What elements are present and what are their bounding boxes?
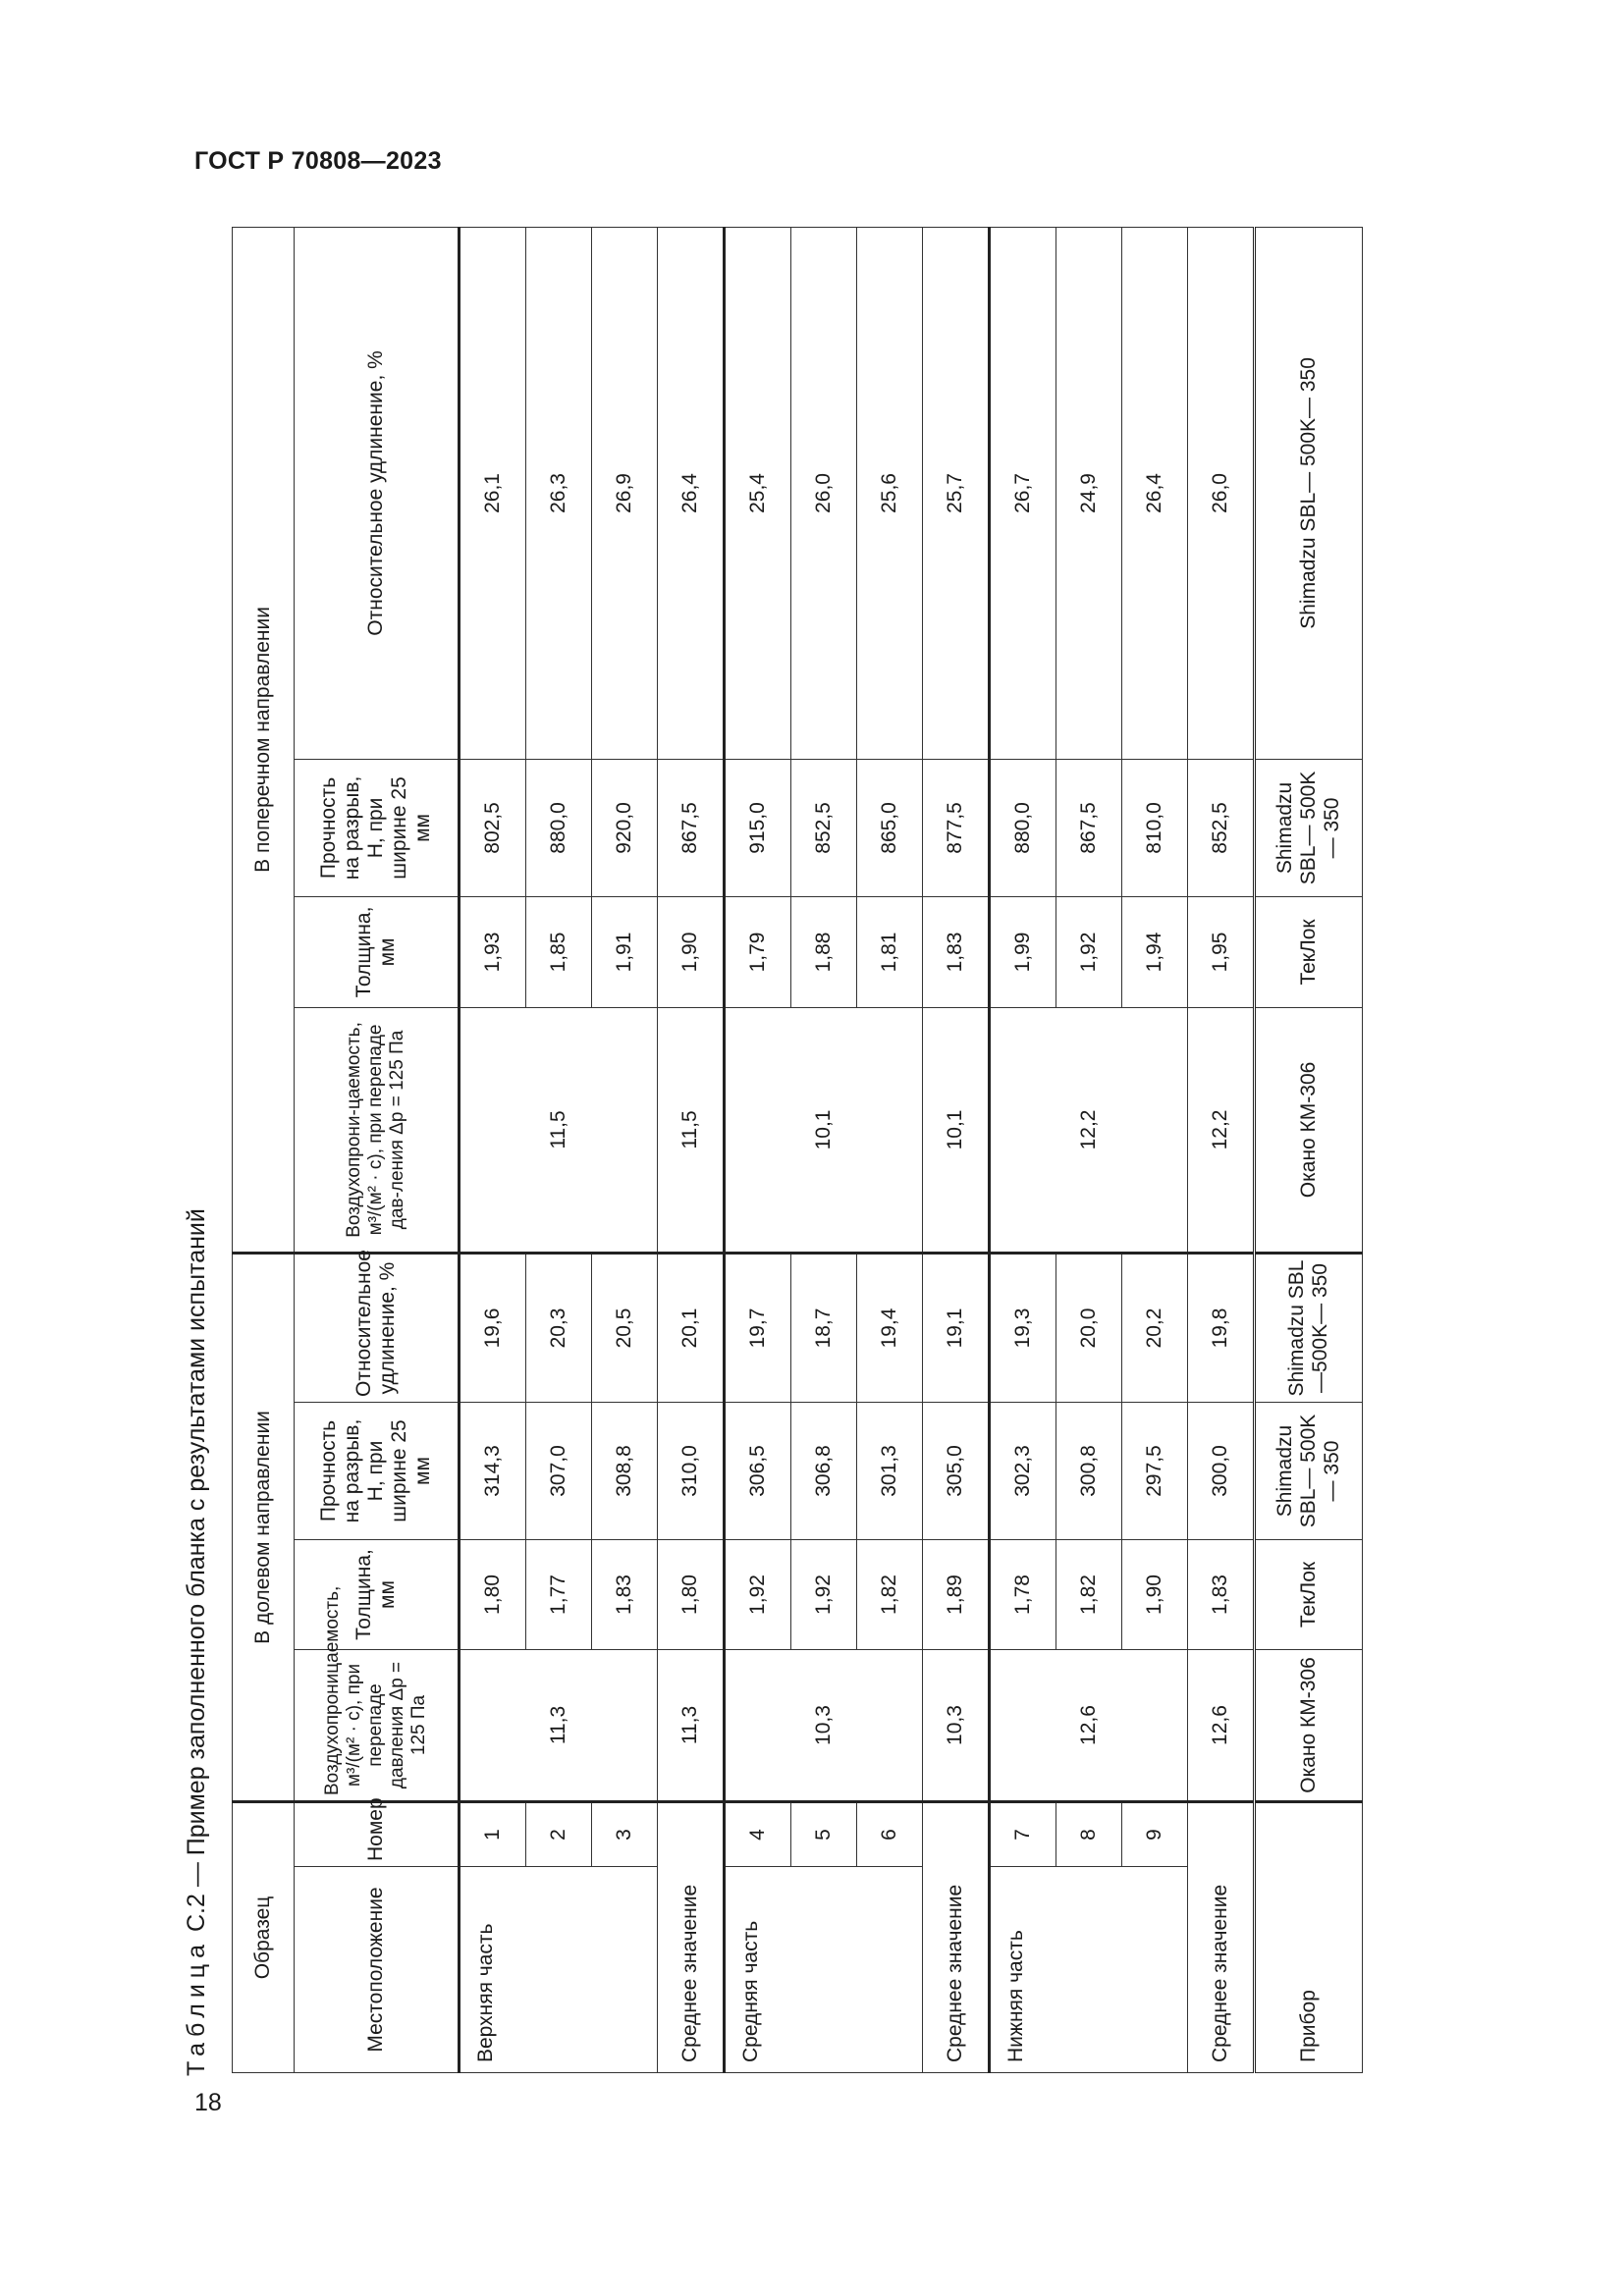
device-strength-trans-cell: Shimadzu SBL— 500K— 350 bbox=[1255, 759, 1363, 896]
header-air-trans: Воздухопрони-цаемость, м³/(м² · с), при перепаде дав-ления Δp = 125 Па bbox=[295, 1007, 460, 1253]
location-cell: Средняя часть bbox=[725, 1867, 923, 2073]
elongation-trans-cell: 26,4 bbox=[1122, 227, 1188, 759]
table-caption bbox=[183, 1208, 211, 2076]
mean-thickness-trans-cell: 1,83 bbox=[923, 896, 990, 1007]
thickness-long-cell: 1,83 bbox=[592, 1540, 658, 1650]
header-location: Местоположение bbox=[295, 1867, 460, 2073]
air-long-cell: 12,6 bbox=[990, 1650, 1188, 1802]
mean-strength-trans-cell: 867,5 bbox=[658, 759, 725, 896]
header-row-2 bbox=[295, 227, 460, 2072]
mean-row bbox=[658, 227, 725, 2072]
elongation-trans-cell: 25,4 bbox=[725, 227, 791, 759]
thickness-long-cell: 1,92 bbox=[725, 1540, 791, 1650]
mean-elongation-trans-cell: 25,7 bbox=[923, 227, 990, 759]
number-cell: 5 bbox=[791, 1802, 857, 1867]
strength-long-cell: 300,8 bbox=[1056, 1403, 1122, 1540]
thickness-trans-cell: 1,79 bbox=[725, 896, 791, 1007]
mean-row bbox=[1188, 227, 1255, 2072]
thickness-long-cell: 1,78 bbox=[990, 1540, 1056, 1650]
elongation-trans-cell: 26,9 bbox=[592, 227, 658, 759]
device-strength-long-cell: Shimadzu SBL— 500K— 350 bbox=[1255, 1403, 1363, 1540]
mean-thickness-long-cell: 1,83 bbox=[1188, 1540, 1255, 1650]
elongation-trans-cell: 26,1 bbox=[460, 227, 526, 759]
device-air-trans-cell: Окано КМ-306 bbox=[1255, 1007, 1363, 1253]
mean-elongation-long-cell: 19,8 bbox=[1188, 1253, 1255, 1402]
mean-strength-trans-cell: 852,5 bbox=[1188, 759, 1255, 896]
device-thickness-long-cell: ТекЛок bbox=[1255, 1540, 1363, 1650]
elongation-long-cell: 19,4 bbox=[857, 1253, 923, 1402]
caption-text: С.2 — Пример заполненного бланка с результатами испытаний bbox=[183, 1208, 210, 1939]
header-air-long: Воздухопроницаемость, м³/(м² · с), при перепаде давления Δp = 125 Па bbox=[295, 1650, 460, 1802]
strength-long-cell: 306,8 bbox=[791, 1403, 857, 1540]
device-elongation-long-cell: Shimadzu SBL —500K— 350 bbox=[1255, 1253, 1363, 1402]
thickness-long-cell: 1,90 bbox=[1122, 1540, 1188, 1650]
mean-thickness-long-cell: 1,80 bbox=[658, 1540, 725, 1650]
elongation-long-cell: 18,7 bbox=[791, 1253, 857, 1402]
mean-elongation-long-cell: 19,1 bbox=[923, 1253, 990, 1402]
mean-air-trans-cell: 12,2 bbox=[1188, 1007, 1255, 1253]
strength-long-cell: 297,5 bbox=[1122, 1403, 1188, 1540]
mean-air-long-cell: 10,3 bbox=[923, 1650, 990, 1802]
thickness-long-cell: 1,77 bbox=[526, 1540, 592, 1650]
mean-label-cell: Среднее значение bbox=[1188, 1802, 1255, 2073]
header-row-1 bbox=[233, 227, 295, 2072]
number-cell: 1 bbox=[460, 1802, 526, 1867]
elongation-long-cell: 20,5 bbox=[592, 1253, 658, 1402]
table-row bbox=[460, 227, 526, 2072]
thickness-trans-cell: 1,92 bbox=[1056, 896, 1122, 1007]
location-cell: Нижняя часть bbox=[990, 1867, 1188, 2073]
mean-air-long-cell: 11,3 bbox=[658, 1650, 725, 1802]
mean-thickness-trans-cell: 1,95 bbox=[1188, 896, 1255, 1007]
header-number: Номер bbox=[295, 1802, 460, 1867]
mean-strength-trans-cell: 877,5 bbox=[923, 759, 990, 896]
strength-trans-cell: 880,0 bbox=[990, 759, 1056, 896]
mean-row bbox=[923, 227, 990, 2072]
device-thickness-trans-cell: ТекЛок bbox=[1255, 896, 1363, 1007]
mean-elongation-trans-cell: 26,4 bbox=[658, 227, 725, 759]
air-trans-cell: 10,1 bbox=[725, 1007, 923, 1253]
mean-elongation-trans-cell: 26,0 bbox=[1188, 227, 1255, 759]
rotated-table-container bbox=[232, 228, 1356, 2073]
strength-long-cell: 307,0 bbox=[526, 1403, 592, 1540]
air-trans-cell: 12,2 bbox=[990, 1007, 1188, 1253]
strength-trans-cell: 802,5 bbox=[460, 759, 526, 896]
thickness-trans-cell: 1,88 bbox=[791, 896, 857, 1007]
device-elongation-trans-cell: Shimadzu SBL— 500K— 350 bbox=[1255, 227, 1363, 759]
header-thickness-trans: Толщина, мм bbox=[295, 896, 460, 1007]
number-cell: 6 bbox=[857, 1802, 923, 1867]
thickness-trans-cell: 1,94 bbox=[1122, 896, 1188, 1007]
thickness-long-cell: 1,92 bbox=[791, 1540, 857, 1650]
strength-trans-cell: 920,0 bbox=[592, 759, 658, 896]
strength-trans-cell: 865,0 bbox=[857, 759, 923, 896]
strength-long-cell: 308,8 bbox=[592, 1403, 658, 1540]
mean-air-trans-cell: 10,1 bbox=[923, 1007, 990, 1253]
elongation-trans-cell: 25,6 bbox=[857, 227, 923, 759]
thickness-trans-cell: 1,99 bbox=[990, 896, 1056, 1007]
thickness-trans-cell: 1,93 bbox=[460, 896, 526, 1007]
elongation-long-cell: 19,3 bbox=[990, 1253, 1056, 1402]
strength-trans-cell: 852,5 bbox=[791, 759, 857, 896]
strength-long-cell: 302,3 bbox=[990, 1403, 1056, 1540]
elongation-long-cell: 19,7 bbox=[725, 1253, 791, 1402]
mean-strength-long-cell: 300,0 bbox=[1188, 1403, 1255, 1540]
header-elongation-trans: Относительное удлинение, % bbox=[295, 227, 460, 759]
document-header: ГОСТ Р 70808—2023 bbox=[194, 147, 442, 175]
elongation-long-cell: 20,2 bbox=[1122, 1253, 1188, 1402]
thickness-trans-cell: 1,91 bbox=[592, 896, 658, 1007]
number-cell: 3 bbox=[592, 1802, 658, 1867]
location-cell: Верхняя часть bbox=[460, 1867, 658, 2073]
mean-air-long-cell: 12,6 bbox=[1188, 1650, 1255, 1802]
strength-long-cell: 306,5 bbox=[725, 1403, 791, 1540]
number-cell: 8 bbox=[1056, 1802, 1122, 1867]
table-row bbox=[725, 227, 791, 2072]
number-cell: 2 bbox=[526, 1802, 592, 1867]
results-table bbox=[232, 227, 1363, 2073]
header-strength-trans: Прочность на разрыв, Н, при ширине 25 мм bbox=[295, 759, 460, 896]
mean-strength-long-cell: 305,0 bbox=[923, 1403, 990, 1540]
elongation-long-cell: 19,6 bbox=[460, 1253, 526, 1402]
elongation-trans-cell: 26,0 bbox=[791, 227, 857, 759]
thickness-long-cell: 1,80 bbox=[460, 1540, 526, 1650]
thickness-long-cell: 1,82 bbox=[857, 1540, 923, 1650]
page-number: 18 bbox=[194, 2089, 222, 2116]
table-head bbox=[233, 227, 460, 2072]
table-row bbox=[990, 227, 1056, 2072]
elongation-trans-cell: 24,9 bbox=[1056, 227, 1122, 759]
mean-thickness-long-cell: 1,89 bbox=[923, 1540, 990, 1650]
air-long-cell: 11,3 bbox=[460, 1650, 658, 1802]
header-strength-long: Прочность на разрыв, Н, при ширине 25 мм bbox=[295, 1403, 460, 1540]
caption-label: Таблица bbox=[183, 1938, 210, 2076]
elongation-trans-cell: 26,3 bbox=[526, 227, 592, 759]
device-row bbox=[1255, 227, 1363, 2072]
table-body bbox=[460, 227, 1363, 2072]
thickness-long-cell: 1,82 bbox=[1056, 1540, 1122, 1650]
number-cell: 4 bbox=[725, 1802, 791, 1867]
mean-air-trans-cell: 11,5 bbox=[658, 1007, 725, 1253]
strength-trans-cell: 880,0 bbox=[526, 759, 592, 896]
number-cell: 7 bbox=[990, 1802, 1056, 1867]
strength-trans-cell: 867,5 bbox=[1056, 759, 1122, 896]
strength-long-cell: 314,3 bbox=[460, 1403, 526, 1540]
header-sample: Образец bbox=[233, 1802, 295, 2073]
thickness-trans-cell: 1,81 bbox=[857, 896, 923, 1007]
header-transverse: В поперечном направлении bbox=[233, 227, 295, 1253]
device-label-cell: Прибор bbox=[1255, 1802, 1363, 2073]
mean-label-cell: Среднее значение bbox=[658, 1802, 725, 2073]
header-elongation-long: Относительное удлинение, % bbox=[295, 1253, 460, 1402]
header-thickness-long: Толщина, мм bbox=[295, 1540, 460, 1650]
air-trans-cell: 11,5 bbox=[460, 1007, 658, 1253]
thickness-trans-cell: 1,85 bbox=[526, 896, 592, 1007]
mean-strength-long-cell: 310,0 bbox=[658, 1403, 725, 1540]
mean-label-cell: Среднее значение bbox=[923, 1802, 990, 2073]
elongation-trans-cell: 26,7 bbox=[990, 227, 1056, 759]
strength-trans-cell: 915,0 bbox=[725, 759, 791, 896]
air-long-cell: 10,3 bbox=[725, 1650, 923, 1802]
device-air-long-cell: Окано КМ-306 bbox=[1255, 1650, 1363, 1802]
strength-trans-cell: 810,0 bbox=[1122, 759, 1188, 896]
mean-elongation-long-cell: 20,1 bbox=[658, 1253, 725, 1402]
elongation-long-cell: 20,0 bbox=[1056, 1253, 1122, 1402]
strength-long-cell: 301,3 bbox=[857, 1403, 923, 1540]
mean-thickness-trans-cell: 1,90 bbox=[658, 896, 725, 1007]
elongation-long-cell: 20,3 bbox=[526, 1253, 592, 1402]
header-longitudinal: В долевом направлении bbox=[233, 1253, 295, 1801]
number-cell: 9 bbox=[1122, 1802, 1188, 1867]
